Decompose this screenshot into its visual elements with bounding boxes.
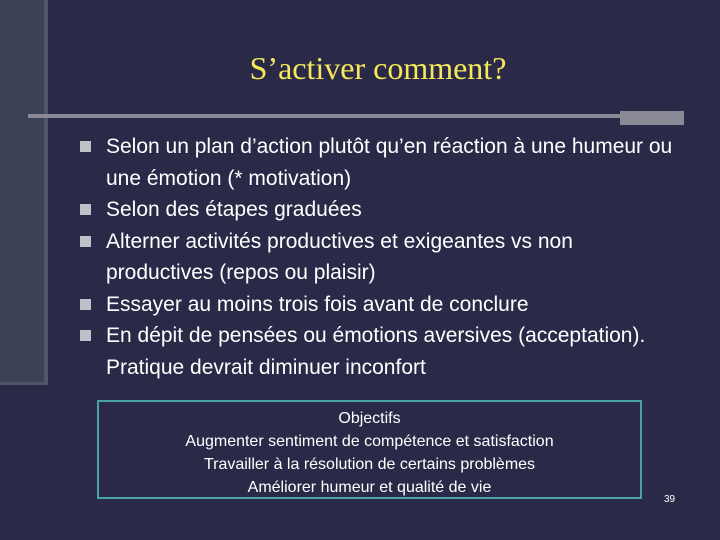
square-bullet-icon xyxy=(80,204,91,215)
bullet-item xyxy=(80,131,680,194)
bullet-text: Selon un plan d’action plutôt qu’en réaction à une humeur ou une émotion (* motivation) xyxy=(106,135,673,190)
bullet-text: Alterner activités productives et exigeantes vs non productives (repos ou plaisir) xyxy=(106,229,573,284)
bullet-item xyxy=(80,289,680,321)
bullet-item xyxy=(80,194,680,226)
left-band-bottom-edge xyxy=(0,382,48,385)
left-decorative-band xyxy=(0,0,46,384)
bullet-item xyxy=(80,226,680,289)
square-bullet-icon xyxy=(80,141,91,152)
objectives-box xyxy=(97,400,642,499)
square-bullet-icon xyxy=(80,330,91,341)
objective-line: Travailler à la résolution de certains problèmes xyxy=(203,456,536,473)
objective-line: Améliorer humeur et qualité de vie xyxy=(247,479,492,496)
bullet-item xyxy=(80,320,680,383)
bullet-list xyxy=(80,131,680,383)
bullet-text: Essayer au moins trois fois avant de conclure xyxy=(106,292,529,316)
slide-title: S’activer comment? xyxy=(249,50,507,86)
objective-line: Augmenter sentiment de compétence et satisfaction xyxy=(185,433,554,450)
square-bullet-icon xyxy=(80,299,91,310)
page-number: 39 xyxy=(664,494,676,505)
title-divider-end-block xyxy=(620,111,684,125)
bullet-text: En dépit de pensées ou émotions aversives (acceptation). Pratique devrait diminuer inconfort xyxy=(106,324,646,379)
title-divider xyxy=(28,114,684,118)
square-bullet-icon xyxy=(80,236,91,247)
objectives-heading: Objectifs xyxy=(338,410,401,427)
bullet-text: Selon des étapes graduées xyxy=(106,198,362,221)
